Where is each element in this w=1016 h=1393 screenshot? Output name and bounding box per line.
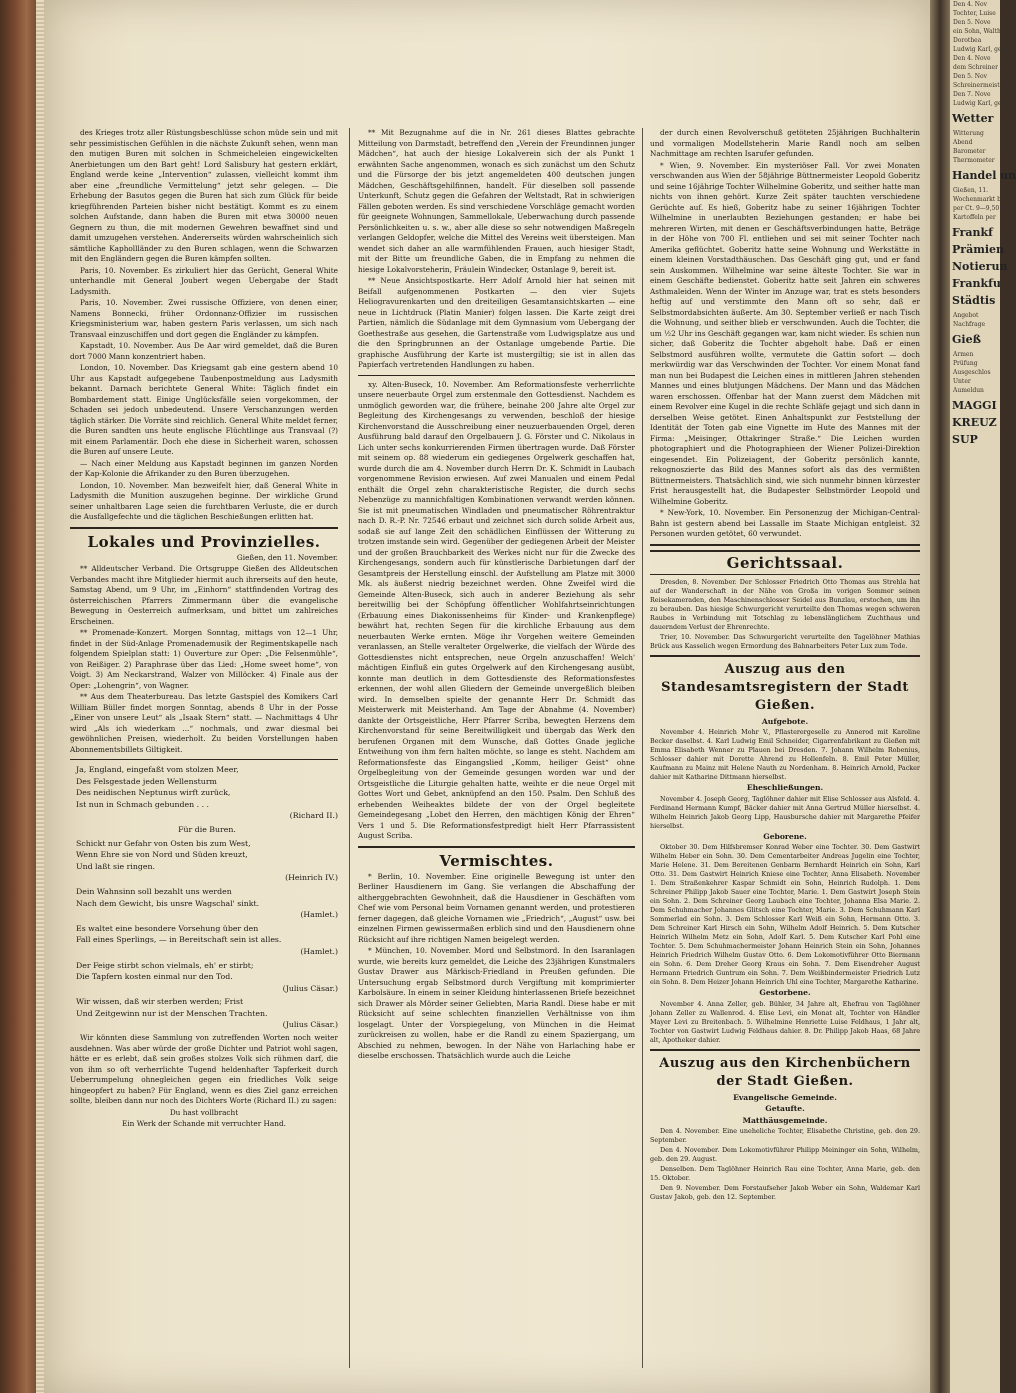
sub-heading: Matthäusgemeinde. bbox=[742, 1115, 828, 1125]
section-divider bbox=[70, 527, 338, 529]
adjacent-page-fragment: Wetter bbox=[952, 112, 994, 125]
article-paragraph: Paris, 10. November. Es zirkuliert hier das Gerücht, General White unterhandle mit General Joubert wegen Uebergabe der Stadt Ladysmith. bbox=[70, 265, 338, 296]
section-heading: Auszug aus den Kirchenbüchern der Stadt Gießen. bbox=[659, 1055, 911, 1089]
column-rule-1 bbox=[349, 128, 350, 1368]
poem-source: (Julius Cäsar.) bbox=[282, 1020, 338, 1030]
adjacent-page-fragment: dem Schreiner Kon bbox=[953, 64, 1012, 71]
adjacent-page-fragment: Schreinermeister bbox=[953, 82, 1007, 89]
adjacent-page-fragment: Den 4. Nove bbox=[953, 55, 991, 62]
adjacent-page-fragment: Dorothea bbox=[953, 37, 982, 44]
article-paragraph: Kapstadt, 10. November. Aus De Aar wird gemeldet, daß die Buren dort 7000 Mann konzentriert haben. bbox=[70, 341, 338, 361]
article-paragraph: November 4. Heinrich Mohr V., Pflasterergeselle zu Annerod mit Karoline Becker daselbst. 4. Karl Ludwig Emil Schneider, Cigarrenfabrikant zu Gießen mit Emma Elisabeth Wenner zu Plauen bei Dresden. 7. Johann Wilhelm Robenius, Schlosser dahier mit Dorette Ahrend zu Hollenfeln. 8. Emil Peter Müller, Kaufmann zu Mainz mit Helene Nauth zu Nordenham. 8. Heinrich Arnold, Packer dahier mit Katharine Dittmann hierselbst. bbox=[650, 728, 920, 781]
adjacent-page-fragment: Ludwig Karl, geb. bbox=[953, 100, 1008, 107]
adjacent-page-fragment: Frankfu bbox=[952, 277, 1001, 290]
sub-heading: Geborene. bbox=[763, 831, 807, 841]
poem-line: Des neidischen Neptunus wirft zurück, bbox=[76, 788, 231, 798]
poem-line: Fall eines Sperlings, — in Bereitschaft sein ist alles. bbox=[76, 935, 282, 945]
article-paragraph: * Berlin, 10. November. Eine originelle Bewegung ist unter den Berliner Hausdienern im Gang. Sie verlangen die Abschaffung der altherggebrachten Gewohnheit, daß die Hausdiener in Geschäften vom Chef wie vom Personal beim Vornamen genannt werden, und protestieren ferner dagegen, daß gleiche Vornamen wie „Friedrich“, „August“ usw. bei einzelnen Firmen gewissermaßen erblich sind und den Hausdienern ohne Rücksicht auf ihre richtigen Namen beigelegt werden. bbox=[358, 871, 635, 944]
poem-block bbox=[70, 764, 338, 1031]
poem-line: Nach dem Gewicht, bis unsre Wagschal' sinkt. bbox=[76, 898, 260, 908]
adjacent-page-fragment: Gießen, 11. bbox=[953, 187, 989, 194]
adjacent-page-fragment: Prämien bbox=[952, 243, 1005, 256]
adjacent-page-fragment: Städtis bbox=[952, 294, 996, 307]
section-divider bbox=[650, 544, 920, 546]
adjacent-page-fragment: Nachfrage bbox=[953, 321, 986, 328]
book-binding-left bbox=[0, 0, 44, 1393]
divider bbox=[70, 759, 338, 760]
adjacent-page-fragment: Abend bbox=[953, 139, 973, 146]
article-paragraph: * Wien, 9. November. Ein mysteriöser Fall. Vor zwei Monaten verschwanden aus Wien der 58jährige Büttnermeister Leopold Goberitz und seine 16jährige Tochter Wilhelmine Goberitz, und seither hatte man nichts von ihnen gehört. Kurze Zeit später tauchten verschiedene Gerüchte auf. Es hieß, Goberitz habe zu seiner 16jährigen Tochter Wilhelmine in unerlaubten Beziehungen gestanden; er habe bei mehreren Wirten, mit denen er Geschäftsverbindungen hatte, Beträge in der Höhe von 700 Fl. entliehen und sei mit seiner Tochter nach Amerika geflüchtet. Goberitz hatte seine Wohnung und Werkstätte in einem kleinen Vorstadthäuschen. Das Geschäft ging gut, und er fand sein Auskommen. Wilhelmine war seine älteste Tochter. Sie war in einem Geschäfte bedienstet. Goberitz hatte seit Jahren ein schweres Asthmaleiden. Wenn der Winter im Anzuge war, trat es stets besonders heftig auf und verstimmte den Mann oft so sehr, daß er Selbstmordabsichten äußerte. Am 30. September verließ er nach Tisch die Wohnung, und seither blieb er verschwunden. Auch die Tochter, die um ½2 Uhr ins Geschäft gegangen war, kam nicht wieder. Es schien nun sicher, daß Goberitz die Tochter abgeholt habe. Daß er einen Selbstmord ausführen wollte, vermutete die Gattin sofort — doch merkwürdig war das Verschwinden der Tochter. Vor einem Monat fand man nun bei Budapest die Leichen eines in mittleren Jahren stehenden Mannes und eines blutjungen Mädchens. Der Mann und das Mädchen waren erschossen. Offenbar hat der Mann zuerst dem Mädchen mit einem Revolver eine Kugel in die rechte Schläfe gejagt und sich dann in derselben Weise getötet. Einen Anhaltspunkt zur Feststellung der Identität der Toten gab eine Vignette im Hute des Mannes mit der Firma: „Meisinger, Ottakringer Straße.“ Die Leichen wurden photographiert und die Photographieen der Wiener Polizei-Direktion eingesendet. Ein Polizeiagent, der Goberitz persönlich kannte, rekognoszierte das Bild des Mannes sofort als das des vermißten Büttnermeisters. Thatsächlich sind, wie sich nunmehr binnen kürzester Frist herausgestellt hat, die Budapester Selbstmörder Leopold und Wilhelmine Goberitz. bbox=[650, 160, 920, 506]
adjacent-page-fragment: Wochenmarkt bei bbox=[953, 196, 1007, 203]
poem-line: Es waltet eine besondere Vorsehung über den bbox=[76, 923, 259, 933]
poem-line: Wenn Ehre sie von Nord und Süden kreuzt, bbox=[76, 850, 248, 860]
column-1 bbox=[70, 128, 338, 1383]
adjacent-page-fragment: Aumeldun bbox=[953, 387, 984, 394]
adjacent-page-fragment: per Ct. 9—9,50 bbox=[953, 205, 1000, 212]
column-2 bbox=[358, 128, 635, 1383]
adjacent-page-edge bbox=[950, 0, 1016, 1393]
poem-line: Und Zeitgewinn nur ist der Menschen Trachten. bbox=[76, 1008, 268, 1018]
adjacent-page-fragment: Tochter, Luise bbox=[953, 10, 996, 17]
article-paragraph: * München, 10. November. Mord und Selbstmord. In den Isaranlagen wurde, wie bereits kurz gemeldet, die Leiche des 23jährigen Kunstmalers Gustav Drawer aus Märkisch-Friedland in Preußen gefunden. Die Untersuchung ergab Selbstmord durch Vergiftung mit komprimierter Karbolsäure. In einem in seiner Kleidung hinterlassenen Briefe bezeichnet sich Drawer als Mörder seiner Geliebten, Maria Randl. Diese habe er mit Rücksicht auf seine schlechten finanziellen Verhältnisse von ihm losgelagt. Unter der Vorspiegelung, von München in die Heimat zurückreisen zu wollen, habe er die Randl zu einem Spaziergang, um Abschied zu nehmen, bewogen. In der Nähe von Harlaching habe er dieselbe erschossen. Thatsächlich wurde auch die Leiche bbox=[358, 946, 635, 1060]
adjacent-page-fragment: ein Sohn, Walther bbox=[953, 28, 1008, 35]
section-heading: Gerichtssaal. bbox=[650, 550, 920, 575]
adjacent-page-fragment: Angebot bbox=[953, 312, 979, 319]
poem-source: (Julius Cäsar.) bbox=[282, 983, 338, 993]
adjacent-page-fragment: Den 5. Nov bbox=[953, 73, 988, 80]
article-paragraph: ** Promenade-Konzert. Morgen Sonntag, mittags von 12—1 Uhr, findet in der Süd-Anlage Promenademusik der Regimentskapelle nach folgendem Spielplan statt: 1) Ouverture zur Oper: „Die Felsenmühle“, von Reißiger. 2) Paraphrase über das Lied: „Home sweet home“, von Voigt. 3) Am Neckarstrand, Walzer von Millöcker. 4) Finale aus der Oper: „Lohengrin“, von Wagner. bbox=[70, 628, 338, 690]
column-3 bbox=[650, 128, 920, 1383]
adjacent-page-fragment: SUP bbox=[952, 433, 978, 446]
adjacent-page-fragment: Den 4. Nov bbox=[953, 1, 988, 8]
article-paragraph: des Krieges trotz aller Rüstungsbeschlüsse schon müde sein und mit sehr pessimistischen Gefühlen in die nächste Zukunft sehen, wenn man den mutigen Buren mit solchen in Schmeicheleien eingewickelten Anerbietungen um den Bart geht! Lord Salisbury hat gestern erklärt, England werde keine „Intervention“ zulassen, vielleicht kommt ihm aber eine „freundliche Vermittelung“ jetzt sehr gelegen. — Die Erhebung der Basutos gegen die Buren hat sich zum Glück für beide kriegführenden Parteien bisher nicht bestätigt. Kommt es zu einem solchen Aufstande, dann haben die Buren mit etwa 30000 neuen Gegnern zu thun, die mit modernen Gewehren bewaffnet sind und damit umzugehen verstehen. Andererseits würden wahrscheinlich sich sämtliche Kaphollländer zu den Buren schlagen, wenn die Schwarzen mit den Engländern gegen die Buren kämpfen sollten. bbox=[70, 128, 338, 263]
book-gutter bbox=[930, 0, 950, 1393]
adjacent-page-fragment: Notierun bbox=[952, 260, 1008, 273]
adjacent-page-fragment: Unter bbox=[953, 378, 971, 385]
sub-heading: Aufgebote. bbox=[761, 716, 809, 726]
adjacent-page-fragment: Prüfung bbox=[953, 360, 978, 367]
adjacent-page-fragment: Witterung bbox=[953, 130, 984, 137]
sub-heading: Evangelische Gemeinde. bbox=[733, 1092, 837, 1102]
centered-line: Ein Werk der Schande mit verruchter Hand. bbox=[122, 1119, 286, 1129]
poem-line: Die Tapfern kosten einmal nur den Tod. bbox=[76, 972, 233, 982]
adjacent-page-fragment: Barometer bbox=[953, 148, 986, 155]
section-heading: Vermischtes. bbox=[439, 851, 554, 870]
article-paragraph: November 4. Joseph Georg, Taglöhner dahier mit Elise Schlosser aus Alsfeld. 4. Ferdinand Hermann Kumpf, Bäcker dahier mit Anna Gertrud Müller hierselbst. 4. Wilhelm Heinrich Jakob Georg Lipp, Hausbursche dahier mit Margarethe Pfeifer hierselbst. bbox=[650, 794, 920, 830]
sub-heading: Getaufte. bbox=[765, 1104, 805, 1113]
article-paragraph: Dresden, 8. November. Der Schlosser Friedrich Otto Thomas aus Strehla hat auf der Wanderschaft in der Nähe von Großa im vorigen Sommer seinen Reisekameraden, den Maschinenschlosser Seidel aus Bunzlau, erstochen, um ihn zu berauben. Das hiesige Schwurgericht verurteilte den Thomas wegen schweren Raubes in Verbindung mit Totschlag zu lebenslänglichem Zuchthaus und dauerndem Verlust der Ehrenrechte. bbox=[650, 577, 920, 631]
article-paragraph: Den 9. November. Dem Forstaufseher Jakob Weber ein Sohn, Waldemar Karl Gustav Jakob, geb. den 12. September. bbox=[650, 1184, 920, 1201]
section-divider bbox=[650, 1049, 920, 1051]
adjacent-page-fragment: Thermometer bbox=[953, 157, 995, 164]
column-rule-2 bbox=[642, 128, 643, 1368]
section-heading: Auszug aus den Standesamtsregistern der Stadt Gießen. bbox=[661, 661, 909, 713]
section-divider bbox=[650, 655, 920, 657]
poem-title: Für die Buren. bbox=[178, 824, 236, 834]
article-paragraph: der durch einen Revolverschuß getöteten 25jährigen Buchhalterin und vormaligen Modellsteherin Marie Randl noch am selben Nachmittage am rechten Isarufer gefunden. bbox=[650, 128, 920, 158]
adjacent-page-fragment: Ausgeschlos bbox=[953, 369, 991, 376]
adjacent-page-fragment: KREUZ bbox=[952, 416, 997, 429]
divider bbox=[358, 375, 635, 376]
poem-line: Ja, England, eingefaßt vom stolzen Meer, bbox=[76, 765, 239, 774]
article-paragraph: Wir könnten diese Sammlung von zutreffenden Worten noch weiter ausdehnen. Was aber würde der große Dichter und Patriot wohl sagen, hätte er es erlebt, daß sein großes stolzes Volk sich rühmen darf, die von ihm so oft verherrlichte Tugend heldenhafter Tapferkeit durch Ueberrumpelung ohnegleichen gegen ein friedliches Volk seige hingeopfert zu haben? Für England, wenn es dies Ziel ganz erreichen sollte, bleiben dann nur noch des Dichters Worte (Richard II.) zu sagen: bbox=[70, 1033, 338, 1106]
article-paragraph: xy. Alten-Buseck, 10. November. Am Reformationsfeste verherrlichte unsere neuerbaute Orgel zum erstenmale den Gottesdienst. Nachdem es unmöglich geworden war, die frühere, beinahe 200 Jahre alte Orgel zur Begleitung des Kirchengesangs zu verwenden, beschloß der hiesige Kirchenvorstand die Ausschreibung einer neuzuerbauenden Orgel, deren Ausführung bald darauf den Orgelbauern J. G. Förster und C. Nikolaus in Lich unter sechs konkurrierenden Firmen übertragen wurde. Daß Förster mit seinem op. 88 wiederum ein gediegenes Orgelwerk geschaffen hat, wurde durch die am 4. November durch Herrn Dr. K. Schmidt in Laubach vorgenommene Revision erwiesen. Auf zwei Manualen und einem Pedal enthält die Orgel zehn charakteristische Register, die durch sechs Nebenzüge zu mannichfaltigen Kombinationen verwandt werden können. Sie ist mit pneumatischen Windladen und pneumatischer Röhrentraktur nach D. R.-P. Nr. 72546 erbaut und zeichnet sich durch solide Arbeit aus, sodaß sie auf lange Zeit den schädlichen Einflüssen der Witterung zu trotzen imstande sein wird. Gegenüber der gediegenen Arbeit der Meister und der großen Brauchbarkeit des Werkes nicht nur für die Zwecke des Kirchengesangs, sondern auch für künstlerische Darbietungen darf der Gesamtpreis der Herstellung einschl. der Aufstellung am Platze mit 3000 Mk. als äußerst niedrig bezeichnet werden. Ohne Zweifel wird die Gemeinde Alten-Buseck, sich auch in anderer Beziehung als sehr bereitwillig bei der Schöpfung öffentlicher Wohlfahrtseinrichtungen (Erbauung eines Diakonissenheims für Kinder- und Krankenpflege) bewährt hat, rechten Segen für die kirchliche Erbauung aus dem neuerbauten Werke ernten. Möge ihr Vorgehen weitere Gemeinden veranlassen, an Stelle veralteter Orgelwerke, die vielfach der Würde des Gottesdienstes nicht entsprechen, neue Orgeln anzuschaffen! Welch' mächtigen Einfluß ein gutes Orgelwerk auf den Kirchengesang ausübt, konnte man deutlich in dem Gottesdienste des Reformationsfestes erkennen, der wohl allen Gliedern der Gemeinde unvergeßlich bleiben wird. In demselben spielte der genannte Herr Dr. Schmidt das Meisterwerk mit Meisterhand. Am Tage der Abnahme (4. November) dankte der Ortsgeistliche, Herr Pfarrer Scriba, bewegten Herzens dem Kirchenvorstand für seine Bereitwilligkeit und übergab das Werk den berufenen Organen mit dem Wunsche, daß Gottes Gnade jegliche Entweihung von ihm fern halten möchte, so lange es steht. Nachdem am Reformationsfeste das Eingangslied „Komm, heiliger Geist“ ohne Orgelbegleitung von der Gemeinde gesungen worden war und der Ortsgeistliche die Liturgie gehalten hatte, weihte er die neue Orgel mit Gottes Wort und Gebet, anknüpfend an den 150. Psalm. Den Schluß des erhebenden Weiheaktes bildete der von der Orgel begleitete Gemeindegesang „Lobet den Herren, den mächtigen König der Ehren“ Vers 1 und 5. Die Reformationsfestpredigt hielt Herr Pfarrassistent August Scriba. bbox=[358, 379, 635, 840]
adjacent-page-fragment: Den 5. Nove bbox=[953, 19, 991, 26]
poem-line: Dein Wahnsinn soll bezahlt uns werden bbox=[76, 886, 232, 896]
poem-source: (Richard II.) bbox=[289, 811, 338, 821]
poem-line: Und laßt sie ringen. bbox=[76, 861, 155, 871]
article-paragraph: Trier, 10. November. Das Schwurgericht verurteilte den Tagelöhner Mathias Brück aus Kasselich wegen Ermordung des Bahnarbeiters Peter Lux zum Tode. bbox=[650, 632, 920, 650]
article-paragraph: ** Alldeutscher Verband. Die Ortsgruppe Gießen des Alldeutschen Verbandes macht ihre Mitglieder hiermit auch ihrerseits auf den heute, Samstag Abend, um 9 Uhr, im „Einhorn“ stattfindenden Vortrag des österreichischen Pfarrers Zimmermann über die evangelische Bewegung in Oesterreich aufmerksam, und bittet um zahlreiches Erscheinen. bbox=[70, 564, 338, 626]
article-paragraph: Denselben. Dem Taglöhner Heinrich Rau eine Tochter, Anna Marie, geb. den 15. Oktober. bbox=[650, 1165, 920, 1182]
section-divider bbox=[358, 846, 635, 848]
article-paragraph: ** Mit Bezugnahme auf die in Nr. 261 dieses Blattes gebrachte Mitteilung von Darmstadt, betreffend den „Verein der Freundinnen junger Mädchen“, hat auch der hiesige Lokalverein sich der als Punkt 1 erwähnten Sache angenommen, wonach es sich zunächst um den Schutz und die Fürsorge der bis jetzt angemeldeten 400 deutschen jungen Mädchen, Geschäftsgehilfinnen, handelt. Für dieselben soll passende Unterkunft, Schutz gegen die Gefahren der Weltstadt, Rat in schwierigen Fällen geboten werden. Es sind verschiedene Vorschläge gemacht worden für geeignete Wohnungen, Sammellokale, Ueberwachung durch passende Persönlichkeiten u. s. w., aber alle diese so sehr notwendigen Maßregeln verlangen Geldopfer, welche die Mittel des Vereins weit übersteigen. Man wendet sich daher an alle warmfühlenden Frauen, auch hiesiger Stadt, mit der Bitte um freundliche Gaben, die in Empfang zu nehmen die hiesige Lokalvorsteherin, Fräulein Windecker, Ostanlage 9, bereit ist. bbox=[358, 128, 635, 274]
article-paragraph: * New-York, 10. November. Ein Personenzug der Michigan-Central-Bahn ist gestern abend bei Lassalle im Staate Michigan entgleist. 32 Personen wurden getötet, 60 verwundet. bbox=[650, 508, 920, 538]
adjacent-page-fragment: MAGGI bbox=[952, 399, 997, 412]
article-paragraph: — Nach einer Meldung aus Kapstadt beginnen im ganzen Norden der Kap-Kolonie die Afrikander zu den Buren überzugehen. bbox=[70, 458, 338, 478]
article-paragraph: London, 10. November. Man bezweifelt hier, daß General White in Ladysmith die Munition auszugehen beginne. Der wirkliche Grund seiner unhaltbaren Lage seien die furchtbaren Verluste, die er durch die Ausfallgefechte und die täglichen Beschießungen erlitten hat. bbox=[70, 480, 338, 521]
centered-line: Du hast vollbracht bbox=[169, 1107, 239, 1117]
article-paragraph: ** Aus dem Theaterbureau. Das letzte Gastspiel des Komikers Carl William Büller findet morgen Sonntag, abends 8 Uhr in der Posse „Einer von unsere Leut“ als „Isaak Stern“ statt. — Nachmittags 4 Uhr wird „Als ich wiederkam ...“ nochmals, und zwar diesmal bei gewöhnlichen Preisen, wiederholt. Zu beiden Vorstellungen haben Abonnementsbillets Giltigkeit. bbox=[70, 692, 338, 754]
adjacent-page-fragment: Gieß bbox=[952, 333, 981, 346]
article-paragraph: London, 10. November. Das Kriegsamt gab eine gestern abend 10 Uhr aus Kapstadt aufgegebene Taubenpostmeldung aus Ladysmith bekannt. Darnach berichtete General White: Täglich findet ein Bombardement statt. Einige Unglücksfälle seien vorgekommen, der Schaden sei jedoch unbedeutend. Unsere Verschanzungen werden täglich stärker. Die Vorräte sind reichlich. General White meldet ferner, die Buren sandten uns heute englische Flüchtlinge aus Transvaal (?) mit einem Parlamentär. Doch ehe diese in Sicherheit waren, schossen die Buren auf unsere Leute. bbox=[70, 363, 338, 456]
poem-source: (Hamlet.) bbox=[300, 910, 338, 920]
sub-heading: Gestorbene. bbox=[759, 988, 811, 997]
poem-line: Der Feige stirbt schon vielmals, eh' er stirbt; bbox=[76, 960, 254, 970]
article-paragraph: ** Neue Ansichtspostkarte. Herr Adolf Arnold hier hat seinen mit Beifall aufgenommenen Postkarten — den vier Sujets Heliogravurenkarten und den dreiteiligen Gesamtansichtskarten — eine neue in Lichtdruck (Platin Manier) folgen lassen. Die Karte zeigt drei Partien, nämlich die Südanlage mit dem Gymnasium vom Uebergang der Goethestraße aus gesehen, die Gartenstraße vom Ludwigsplatze aus und die den Springbrunnen an der Ostanlage umgebende Partie. Die graphische Ausführung der Karte ist mustergiltig; sie ist in allen das Papierfach vertretenden Handlungen zu haben. bbox=[358, 276, 635, 369]
article-paragraph: November 4. Anna Zeller, geb. Bühler, 34 Jahre alt, Ehefrau von Taglöhner Johann Zeller zu Wallenrod. 4. Elise Levi, ein Monat alt, Tochter von Händler Mayer Levi zu Breitenbach. 5. Wilhelmine Henriette Luise Feldhaus, 1 Jahr alt, Tochter von Gastwirt Ludwig Feldhaus dahier. 8. Dr. Philipp Jakob Haas, 68 Jahre alt, Apotheker dahier. bbox=[650, 999, 920, 1044]
sub-heading: Eheschließungen. bbox=[746, 783, 824, 792]
dateline: Gießen, den 11. November. bbox=[236, 552, 338, 562]
poem-line: Des Felsgestade jeden Wellensturm bbox=[76, 776, 217, 786]
article-paragraph: Oktober 30. Dem Hilfsbremser Konrad Weber eine Tochter. 30. Dem Gastwirt Wilhelm Heber ein Sohn. 30. Dem Cementarbeiter Andreas Jugelin eine Tochter, Marie Helene. 31. Dem Bereitenen Genbarm Bernhardt Heinrich ein Sohn, Karl Otto. 31. Dem Gastwirt Heinrich Kniese eine Tochter, Anna Elisabeth. November 1. Dem Straßenkehrer Kaspar Schmidt ein Sohn, Heinrich Rudolph. 1. Dem Schreiner Philipp Jakob Sauer eine Tochter, Marie. 1. Dem Gastwirt Joseph Stein ein Sohn. 2. Dem Schreiner Georg Laubach eine Tochter, Johanna Elsa Marie. 2. Dem Schuhmacher Johannes Glitsch eine Tochter, Marie. 3. Dem Schuhmann Karl Sommerlad ein Sohn. 3. Dem Schlosser Karl Weiß ein Sohn, Hermann Otto. 3. Dem Schreiner Karl Hirsch ein Sohn, Wilhelm Adolf Heinrich. 5. Dem Kutscher Heinrich Wilhelm Metz ein Sohn, Adolf Karl. 5. Dem Kutscher Karl Pohl eine Tochter. 5. Dem Schuhmachermeister Johann Heinrich Stein ein Sohn, Johannes Heinrich Friedrich Wilhelm Gustav Otto. 6. Dem Lokomotivführer Otto Biermann ein Sohn. 6. Dem Dreher Georg Kraus ein Sohn. 7. Dem Eisendreher August Hermann Friedrich Guntrum ein Sohn. 7. Dem Weißbindermeister Friedrich Lutz ein Sohn. 8. Dem Heizer Johann Heinrich Uhl eine Tochter, Margarethe Katharine. bbox=[650, 843, 920, 986]
adjacent-page-fragment: Armen bbox=[953, 351, 974, 358]
adjacent-page-fragment: Handel un bbox=[952, 169, 1016, 182]
poem-line: Schickt nur Gefahr von Osten bis zum West, bbox=[76, 838, 251, 848]
section-heading: Lokales und Provinzielles. bbox=[87, 532, 321, 551]
adjacent-page-fragment: Ludwig Karl, geb bbox=[953, 46, 1006, 53]
article-paragraph: Den 4. November. Eine uneheliche Tochter, Elisabethe Christine, geb. den 29. September. bbox=[650, 1127, 920, 1144]
article-paragraph: Paris, 10. November. Zwei russische Offiziere, von denen einer, Namens Bonnecki, früher Ordonnanz-Offizier im russischen Kriegsministerium war, haben gestern Paris verlassen, um sich nach Transvaal einzuschiffen und dort gegen die Engländer zu kämpfen. bbox=[70, 298, 338, 339]
article-paragraph: Den 4. November. Dem Lokomotivführer Philipp Meininger ein Sohn, Wilhelm, geb. den 29. August. bbox=[650, 1146, 920, 1163]
adjacent-page-fragment: Frankf bbox=[952, 226, 993, 239]
poem-source: (Heinrich IV.) bbox=[285, 873, 338, 883]
poem-line: Ist nun in Schmach gebunden . . . bbox=[76, 799, 210, 809]
poem-line: Wir wissen, daß wir sterben werden; Frist bbox=[76, 997, 244, 1007]
poem-source: (Hamlet.) bbox=[300, 946, 338, 956]
adjacent-page-fragment: Den 7. Nove bbox=[953, 91, 991, 98]
adjacent-page-fragment: Kartoffeln per bbox=[953, 214, 996, 221]
